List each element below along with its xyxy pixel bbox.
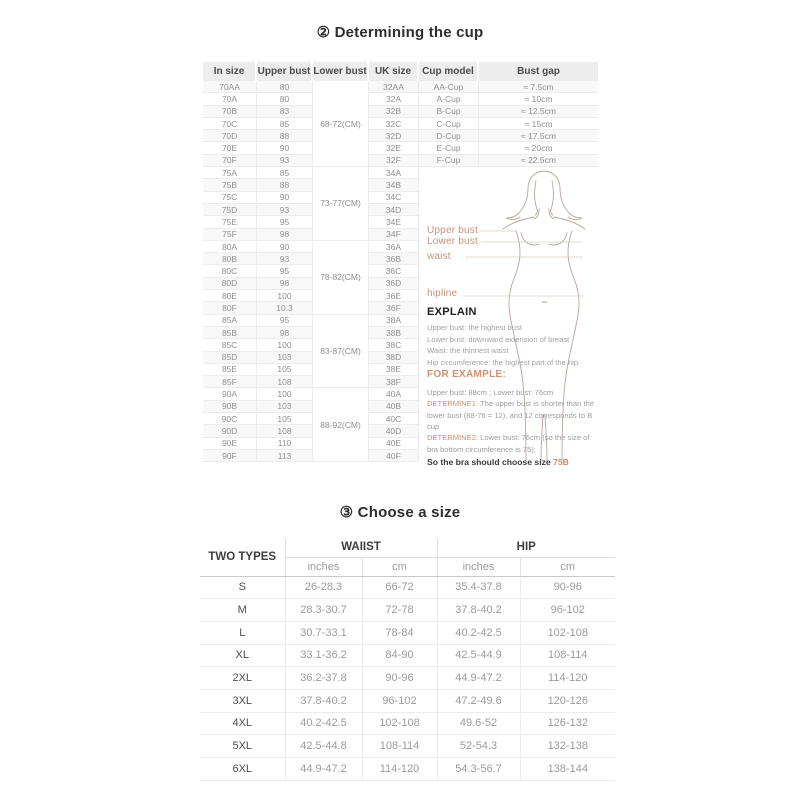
hip-inches-cell: 54.3-56.7 [437,758,520,781]
uk-size-cell: 38C [369,339,419,351]
in-size-cell: 85B [203,327,257,339]
explain-line: Lower bust: downward extension of breast [427,334,570,344]
uk-size-cell: 38D [369,352,419,364]
in-size-cell: 70E [203,142,257,154]
upper-bust-cell: 98 [257,327,313,339]
upper-bust-cell: 88 [257,130,313,142]
uk-size-cell: 36A [369,241,419,253]
uk-size-cell: 32D [369,130,419,142]
uk-size-cell: 36F [369,302,419,314]
upper-bust-cell: 93 [257,155,313,167]
upper-bust-cell: 108 [257,376,313,388]
upper-bust-cell: 80 [257,93,313,105]
explain-heading: EXPLAIN [427,306,477,319]
upper-bust-cell: 95 [257,216,313,228]
for-example-text [427,387,600,468]
waist-inches-cell: 30.7-33.1 [285,621,362,644]
hip-inches-header: inches [437,557,520,576]
table-row [200,599,615,622]
waist-cm-cell: 90-96 [362,667,437,690]
size-label-cell: 5XL [200,735,285,758]
upper-bust-cell: 90 [257,142,313,154]
size-chart-wrap [200,538,615,781]
table-row [200,621,615,644]
hip-inches-cell: 47.2-49.6 [437,689,520,712]
in-size-cell: 90D [203,425,257,437]
in-size-cell: 80F [203,302,257,314]
upper-bust-cell: 113 [257,450,313,462]
uk-size-cell: 32F [369,155,419,167]
bust-gap-cell: ≈ 7.5cm [479,81,598,93]
waist-inches-cell: 37.8-40.2 [285,689,362,712]
upper-bust-cell: 108 [257,425,313,437]
hip-inches-cell: 35.4-37.8 [437,576,520,599]
hipline-label: hipline [427,288,458,300]
waist-cm-cell: 84-90 [362,644,437,667]
waist-inches-cell: 44.9-47.2 [285,758,362,781]
uk-size-cell: 32AA [369,81,419,93]
size-label-cell: 3XL [200,689,285,712]
table-row [200,689,615,712]
determine1-label: DETERMINE1: [427,399,479,409]
upper-bust-cell: 98 [257,278,313,290]
cup-model-cell: D-Cup [419,130,479,142]
lower-bust-label: Lower bust [427,236,478,248]
upper-bust-cell: 103 [257,352,313,364]
waist-cm-cell: 108-114 [362,735,437,758]
table-row [200,576,615,599]
waist-inches-cell: 26-28.3 [285,576,362,599]
waist-inches-cell: 28.3-30.7 [285,599,362,622]
waist-cm-cell: 96-102 [362,689,437,712]
lower-bust-range-cell: 88-92(CM) [313,388,369,462]
uk-size-cell: 36D [369,278,419,290]
hip-cm-cell: 120-126 [520,689,615,712]
hip-inches-cell: 37.8-40.2 [437,599,520,622]
bust-gap-cell: ≈ 12.5cm [479,106,598,118]
in-size-cell: 90A [203,388,257,400]
bust-gap-cell: ≈ 22.5cm [479,155,598,167]
in-size-cell: 70F [203,155,257,167]
waist-inches-cell: 42.5-44.8 [285,735,362,758]
explain-line: Hip circumference: the highest part of the hip [427,357,579,367]
in-size-cell: 80A [203,241,257,253]
size-section-title: ③ Choose a size [339,504,461,521]
example-conclusion [427,457,600,468]
table-row [200,712,615,735]
waist-inches-header: inches [285,557,362,576]
cup-model-cell: C-Cup [419,118,479,130]
waist-label: waist [427,251,451,263]
cup-model-cell: B-Cup [419,106,479,118]
uk-size-cell: 38E [369,364,419,376]
uk-size-cell: 40E [369,438,419,450]
hip-inches-cell: 42.5-44.9 [437,644,520,667]
hip-group-header: HIP [437,538,615,557]
uk-size-cell: 32B [369,106,419,118]
column-header: In size [203,62,257,81]
in-size-cell: 90E [203,438,257,450]
lower-bust-range-cell: 68-72(CM) [313,81,369,167]
upper-bust-cell: 85 [257,118,313,130]
column-header: Lower bust [313,62,369,81]
upper-bust-cell: 105 [257,364,313,376]
explain-line: Waist: the thinnest waist [427,346,509,356]
hip-inches-cell: 44.9-47.2 [437,667,520,690]
upper-bust-cell: 88 [257,179,313,191]
conclusion-size: 75B [553,456,569,467]
in-size-cell: 75A [203,167,257,179]
size-label-cell: XL [200,644,285,667]
column-header: Cup model [419,62,479,81]
uk-size-cell: 38B [369,327,419,339]
conclusion-text: So the bra should choose size [427,456,554,467]
column-header: Bust gap [479,62,598,81]
in-size-cell: 75C [203,192,257,204]
in-size-cell: 70C [203,118,257,130]
in-size-cell: 90F [203,450,257,462]
in-size-cell: 85D [203,352,257,364]
lower-bust-range-cell: 83-87(CM) [313,315,369,389]
size-label-cell: 6XL [200,758,285,781]
upper-bust-cell: 95 [257,315,313,327]
in-size-cell: 70A [203,93,257,105]
uk-size-cell: 40B [369,401,419,413]
upper-bust-cell: 103 [257,401,313,413]
hip-cm-cell: 96-102 [520,599,615,622]
in-size-cell: 70AA [203,81,257,93]
upper-bust-cell: 83 [257,106,313,118]
hip-cm-cell: 108-114 [520,644,615,667]
hip-cm-cell: 90-96 [520,576,615,599]
hip-inches-cell: 49.6-52 [437,712,520,735]
in-size-cell: 80E [203,290,257,302]
uk-size-cell: 34F [369,229,419,241]
waist-cm-cell: 114-120 [362,758,437,781]
in-size-cell: 70B [203,106,257,118]
in-size-cell: 80C [203,265,257,277]
for-example-heading: FOR EXAMPLE: [427,369,507,381]
bust-gap-cell: ≈ 10cm [479,93,598,105]
in-size-cell: 80D [203,278,257,290]
upper-bust-cell: 105 [257,413,313,425]
in-size-cell: 85C [203,339,257,351]
in-size-cell: 85A [203,315,257,327]
uk-size-cell: 40F [369,450,419,462]
uk-size-cell: 34A [369,167,419,179]
uk-size-cell: 34B [369,179,419,191]
hip-cm-cell: 102-108 [520,621,615,644]
lower-bust-range-cell: 78-82(CM) [313,241,369,315]
upper-bust-cell: 100 [257,339,313,351]
explain-line: Upper bust: the highest bust [427,323,522,333]
uk-size-cell: 32A [369,93,419,105]
upper-bust-cell: 100 [257,388,313,400]
waist-cm-cell: 102-108 [362,712,437,735]
size-label-cell: 4XL [200,712,285,735]
in-size-cell: 90C [203,413,257,425]
size-label-cell: L [200,621,285,644]
uk-size-cell: 36C [369,265,419,277]
waist-cm-header: cm [362,557,437,576]
column-header: Upper bust [257,62,313,81]
determine2-label: DETERMINE2: [427,433,479,443]
table-row [200,667,615,690]
upper-bust-cell: 10.3 [257,302,313,314]
cup-section-title: ② Determining the cup [316,24,484,41]
upper-bust-cell: 93 [257,204,313,216]
uk-size-cell: 40A [369,388,419,400]
in-size-cell: 80B [203,253,257,265]
upper-bust-cell: 93 [257,253,313,265]
hip-cm-cell: 132-138 [520,735,615,758]
bust-gap-cell: ≈ 15cm [479,118,598,130]
in-size-cell: 75B [203,179,257,191]
waist-cm-cell: 78-84 [362,621,437,644]
example-measurements: Upper bust: 88cm ; Lower bust: 76cm [427,388,554,398]
hip-cm-header: cm [520,557,615,576]
upper-bust-cell: 80 [257,81,313,93]
hip-inches-cell: 40.2-42.5 [437,621,520,644]
hip-cm-cell: 138-144 [520,758,615,781]
column-header: UK size [369,62,419,81]
in-size-cell: 85F [203,376,257,388]
lower-bust-range-cell: 73-77(CM) [313,167,369,241]
cup-model-cell: AA-Cup [419,81,479,93]
waist-group-header: WAIIST [285,538,437,557]
size-label-cell: S [200,576,285,599]
hip-inches-cell: 52-54.3 [437,735,520,758]
uk-size-cell: 38A [369,315,419,327]
uk-size-cell: 36B [369,253,419,265]
upper-bust-cell: 90 [257,192,313,204]
size-label-cell: 2XL [200,667,285,690]
uk-size-cell: 32C [369,118,419,130]
example-determine-1 [427,398,600,432]
waist-inches-cell: 40.2-42.5 [285,712,362,735]
cup-model-cell: F-Cup [419,155,479,167]
upper-bust-cell: 95 [257,265,313,277]
waist-inches-cell: 33.1-36.2 [285,644,362,667]
bust-gap-cell: ≈ 20cm [479,142,598,154]
table-row [200,644,615,667]
in-size-cell: 85E [203,364,257,376]
size-label-cell: M [200,599,285,622]
in-size-cell: 90B [203,401,257,413]
upper-bust-cell: 90 [257,241,313,253]
table-row [200,758,615,781]
uk-size-cell: 34C [369,192,419,204]
determine2-text: Lower bust: 76cm (so the size of bra bottom circumference is 75); [427,433,590,454]
in-size-cell: 75E [203,216,257,228]
uk-size-cell: 32E [369,142,419,154]
waist-cm-cell: 66-72 [362,576,437,599]
hip-cm-cell: 126-132 [520,712,615,735]
uk-size-cell: 36E [369,290,419,302]
table-row [200,735,615,758]
example-determine-2 [427,432,600,455]
cup-size-table [203,62,598,467]
figure-explain-zone [419,167,598,467]
size-chart-table [200,538,615,781]
upper-bust-label: Upper bust [427,225,478,237]
uk-size-cell: 34E [369,216,419,228]
in-size-cell: 75D [203,204,257,216]
upper-bust-cell: 98 [257,229,313,241]
cup-model-cell: E-Cup [419,142,479,154]
uk-size-cell: 40C [369,413,419,425]
hip-cm-cell: 114-120 [520,667,615,690]
uk-size-cell: 38F [369,376,419,388]
uk-size-cell: 40D [369,425,419,437]
uk-size-cell: 34D [369,204,419,216]
bust-gap-cell: ≈ 17.5cm [479,130,598,142]
upper-bust-cell: 85 [257,167,313,179]
upper-bust-cell: 110 [257,438,313,450]
cup-model-cell: A-Cup [419,93,479,105]
explain-text [427,322,603,368]
determine1-text: The upper bust is shorter than the lower bust (88-76 = 12), and 12 corresponds to B cup [427,399,595,431]
waist-cm-cell: 72-78 [362,599,437,622]
in-size-cell: 70D [203,130,257,142]
two-types-header: TWO TYPES [200,538,285,576]
upper-bust-cell: 100 [257,290,313,302]
in-size-cell: 75F [203,229,257,241]
waist-inches-cell: 36.2-37.8 [285,667,362,690]
